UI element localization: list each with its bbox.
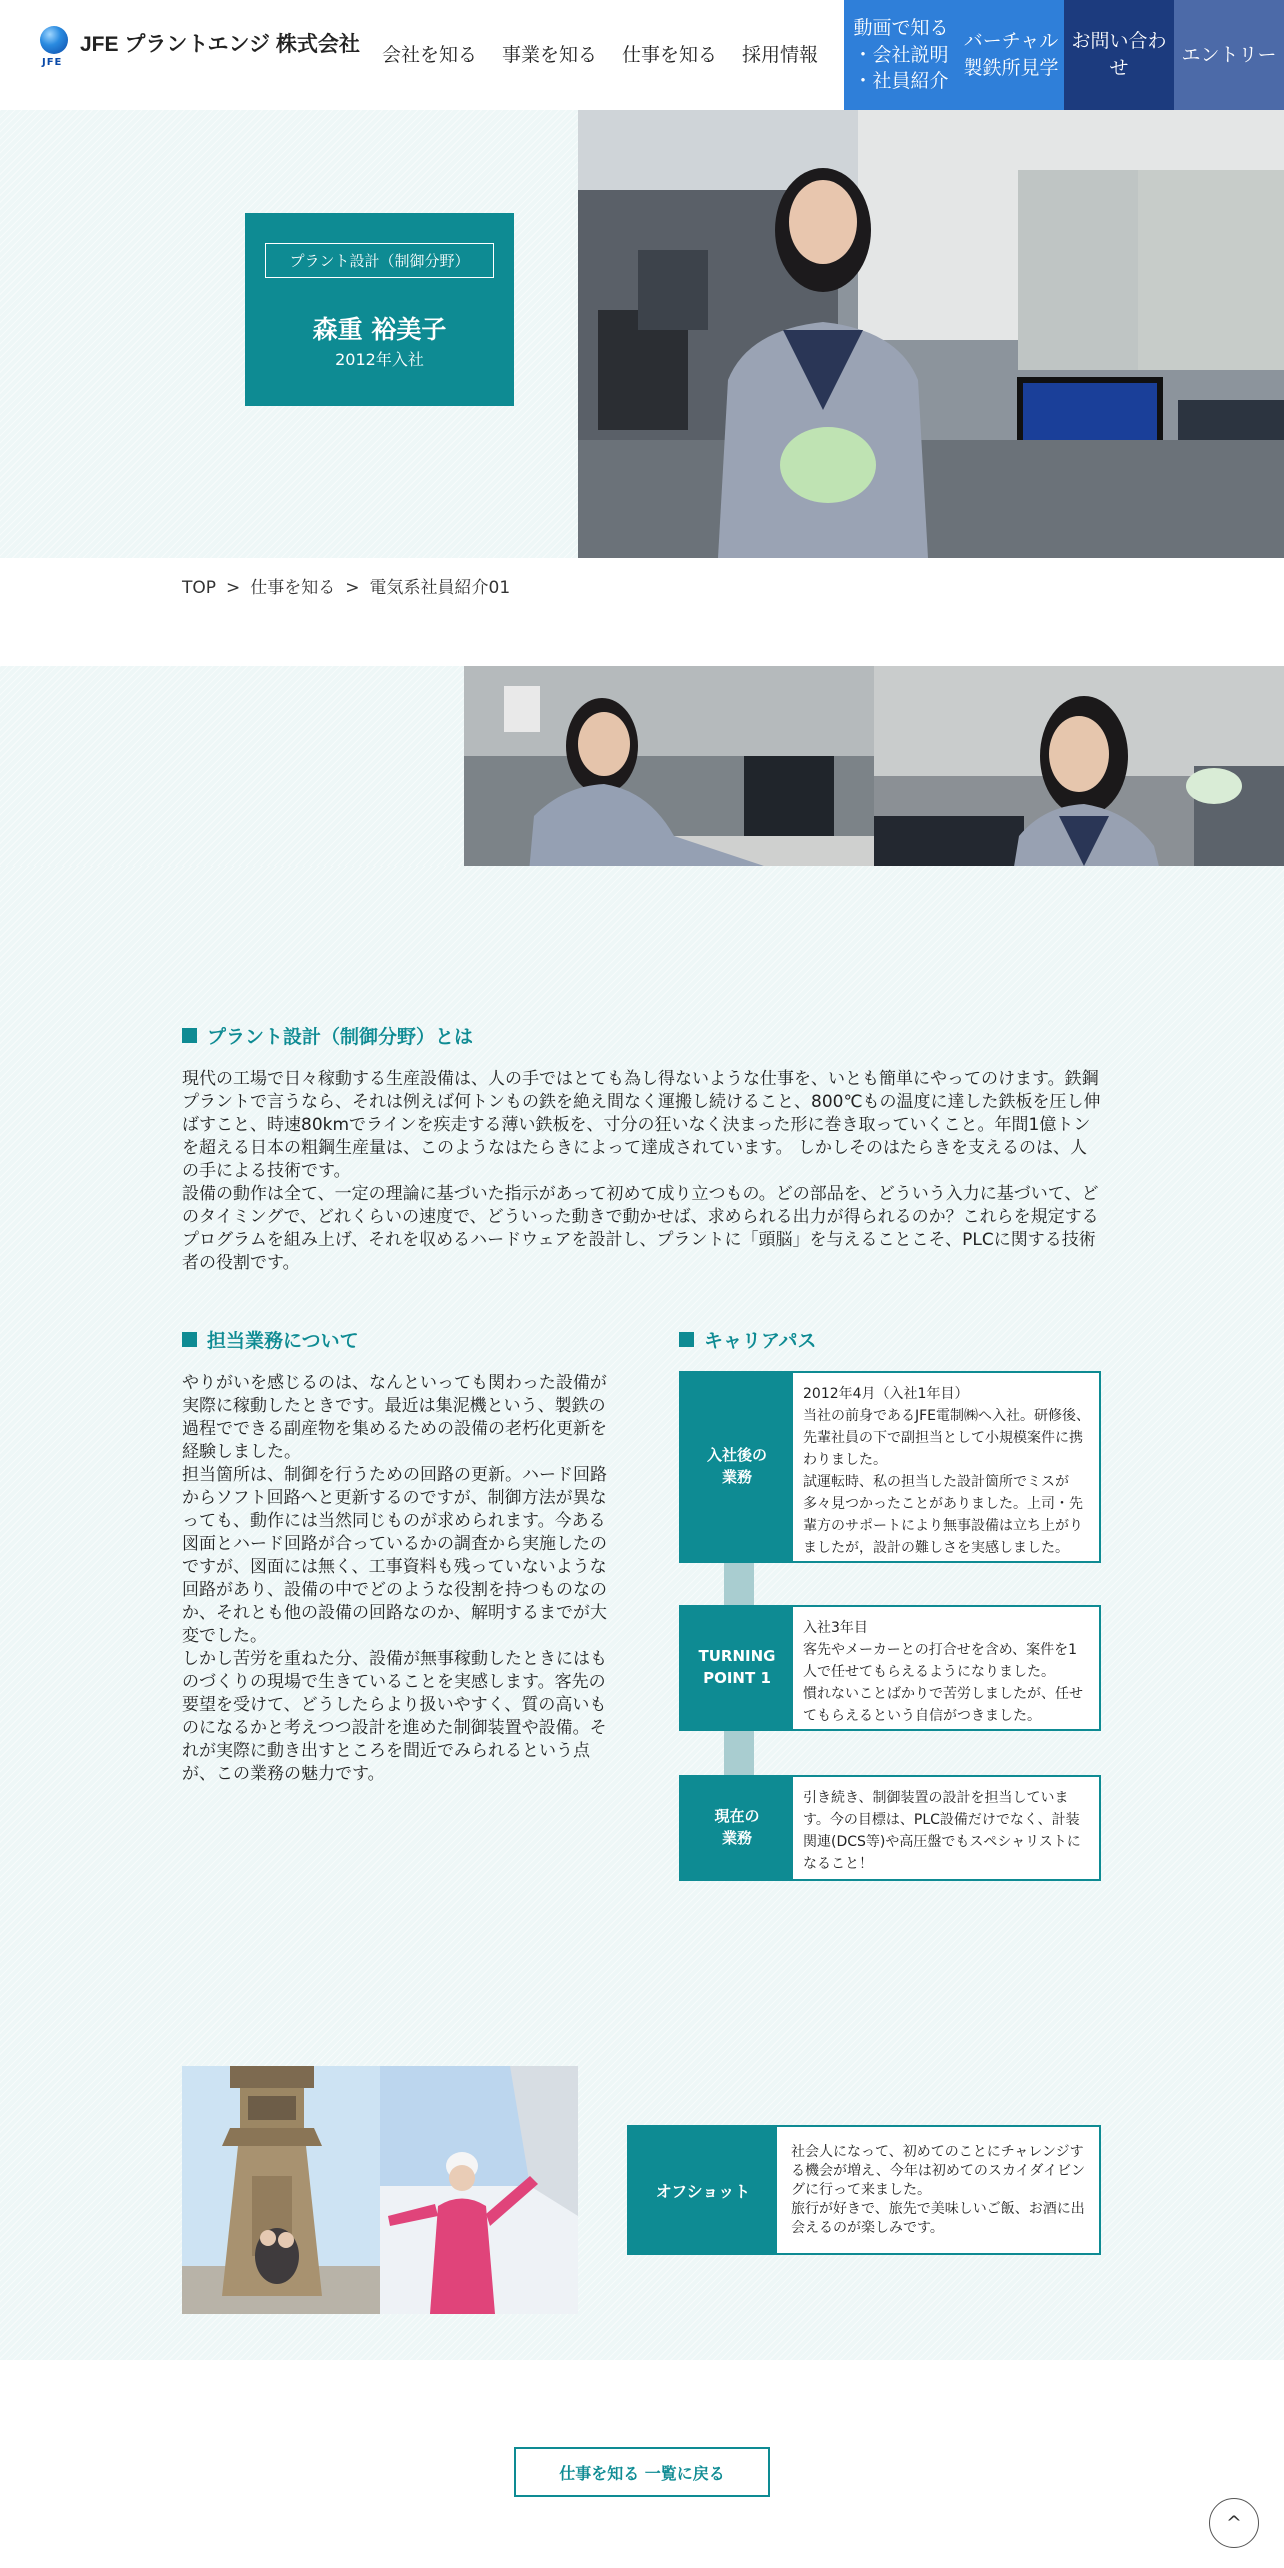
heading-square-icon xyxy=(182,1028,197,1043)
heading-square-icon xyxy=(679,1332,694,1347)
duty-heading-text: 担当業務について xyxy=(207,1330,359,1352)
job-field-label: プラント設計（制御分野） xyxy=(265,243,494,278)
nav-company[interactable]: 会社を知る xyxy=(382,44,478,66)
breadcrumb-top[interactable]: TOP xyxy=(182,578,217,598)
decorative-panel xyxy=(0,666,464,866)
hero-photo-employee xyxy=(578,110,1284,558)
breadcrumb-current: 電気系社員紹介01 xyxy=(369,578,511,598)
career-connector xyxy=(724,1731,754,1775)
contact-button[interactable]: お問い合わせ xyxy=(1064,0,1174,110)
site-logo[interactable] xyxy=(40,24,360,68)
scroll-top-button[interactable] xyxy=(1209,2498,1259,2548)
logo-jfe-mark: JFE xyxy=(42,57,63,68)
join-year: 2012年入社 xyxy=(335,350,424,369)
employee-name-card xyxy=(245,213,514,406)
nav-recruit[interactable]: 採用情報 xyxy=(742,44,819,66)
breadcrumb-separator: > xyxy=(345,578,360,598)
heading-square-icon xyxy=(182,1332,197,1347)
career-step-label: 入社後の 業務 xyxy=(681,1373,793,1561)
back-to-list-button[interactable]: 仕事を知る 一覧に戻る xyxy=(514,2447,770,2497)
breadcrumb xyxy=(182,573,510,598)
logo-company-name: JFE プラントエンジ 株式会社 xyxy=(80,33,360,56)
offshot-photo-monument xyxy=(182,2066,380,2314)
virtual-tour-label: バーチャル 製鉄所見学 xyxy=(963,30,1059,79)
video-button[interactable] xyxy=(844,0,958,110)
nav-business[interactable]: 事業を知る xyxy=(502,44,598,66)
career-connector xyxy=(724,1563,754,1605)
offshot-card xyxy=(627,2125,1101,2255)
career-step-text: 入社3年目 客先やメーカーとの打合せを含め、案件を1人で任せてもらえるようになりました。 慣れないことばかりで苦労しましたが、任せてもらえるという自信がつきました。 xyxy=(803,1620,1083,1724)
career-step-label: 現在の 業務 xyxy=(681,1777,793,1879)
about-body: 現代の工場で日々稼動する生産設備は、人の手ではとても為し得ないような仕事を、いとも簡単にやってのけます。鉄鋼プラントで言うなら、それは例えば何トンもの鉄を絶え間なく運搬し続けること、800℃もの温度に達した鉄板を圧し伸ばすこと、時速80kmでラインを疾走する薄い鉄板を、寸分の狂いなく決まった形に巻き取っていくこと。年間1億トンを超える日本の粗鋼生産量は、このようなはたらきによって達成されています。 しかしそのはたらきを支えるのは、人の手による技術です。 設備の動作は全て、一定の理論に基づいた指示があって初めて成り立つもの。どの部品を、どういう入力に基づいて、どのタイミングで、どれくらいの速度で、どういった動きで動かせば、求められる出力が得られるのか？これらを規定するプログラムを組み上げ、それを収めるハードウェアを設計し、プラントに「頭脳」を与えることこそ、PLCに関する技術者の役割です。 xyxy=(182,1069,1101,1273)
duty-body: やりがいを感じるのは、なんといっても関わった設備が実際に稼動したときです。最近は集泥機という、製鉄の過程でできる副産物を集めるための設備の老朽化更新を経験しました。 担当箇所は、制御を行うための回路の更新。ハード回路からソフト回路へと更新するのですが、制御方法が異なっても、動作には当然同じものが求められます。今ある図面とハード回路が合っているかの調査から実施したのですが、図面には無く、工事資料も残っていないような回路があり、設備の中でどのような役割を持つものなのか、それとも他の設備の回路なのか、解明するまでが大変でした。 しかし苦労を重ねた分、設備が無事稼動したときにはものづくりの現場で生きていることを実感します。客先の要望を受けて、どうしたらより扱いやすく、質の高いものになるかと考えつつ設計を進めた制御装置や設備。それが実際に動き出すところを間近でみられるという点が、この業務の魅力です。 xyxy=(182,1373,607,1784)
career-step-text: 2012年4月（入社1年目） 当社の前身であるJFE電制㈱へ入社。研修後、先輩社員の下で副担当として小規模案件に携わりました。 試運転時、私の担当した設計箇所でミスが多々見つかったことがありました。上司・先輩方のサポートにより無事設備は立ち上がりましたが，設計の難しさを実感しました。 xyxy=(803,1386,1091,1556)
duty-heading xyxy=(182,1326,359,1353)
offshot-label: オフショット xyxy=(629,2127,777,2253)
career-step-3 xyxy=(679,1775,1101,1881)
jfe-globe-icon xyxy=(40,26,68,54)
career-step-text: 引き続き、制御装置の設計を担当しています。今の目標は、PLC設備だけでなく、計装関連(DCS等)や高圧盤でもスペシャリストになること！ xyxy=(803,1790,1081,1872)
employee-name: 森重 裕美子 xyxy=(312,315,447,344)
career-heading xyxy=(679,1326,816,1353)
career-step-label: TURNING POINT 1 xyxy=(681,1607,793,1729)
entry-button[interactable]: エントリー xyxy=(1174,0,1284,110)
offshot-text: 社会人になって、初めてのことにチャレンジする機会が増え、今年は初めてのスカイダイビングに行って来ました。 旅行が好きで、旅先で美味しいご飯、お酒に出会えるのが楽しみです。 xyxy=(791,2144,1086,2236)
about-heading-text: プラント設計（制御分野）とは xyxy=(207,1026,474,1048)
breadcrumb-work[interactable]: 仕事を知る xyxy=(250,578,336,598)
career-heading-text: キャリアパス xyxy=(704,1330,817,1352)
nav-work[interactable]: 仕事を知る xyxy=(622,44,718,66)
video-button-label: 動画で知る ・会社説明 ・社員紹介 xyxy=(853,17,949,93)
about-heading xyxy=(182,1022,473,1049)
career-step-2 xyxy=(679,1605,1101,1731)
site-header xyxy=(0,0,1284,110)
offshot-photo-snow xyxy=(380,2066,578,2314)
breadcrumb-separator: > xyxy=(226,578,241,598)
virtual-tour-button[interactable] xyxy=(958,0,1064,110)
career-step-1 xyxy=(679,1371,1101,1563)
chevron-up-icon: ^ xyxy=(1226,2512,1242,2534)
